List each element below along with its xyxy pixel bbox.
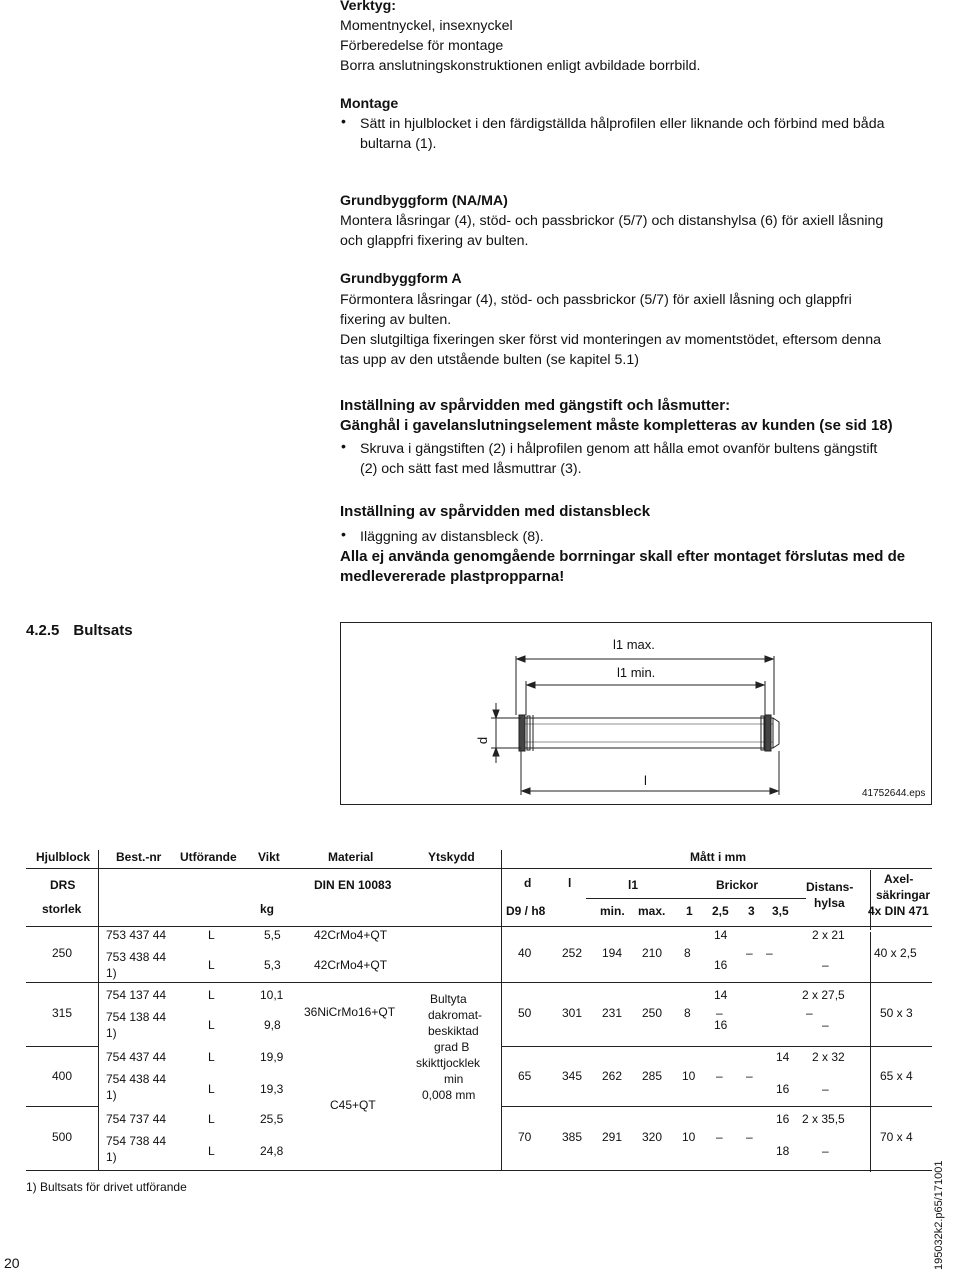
table-row: L (208, 1018, 215, 1032)
group-3-d: 65 (518, 1069, 532, 1083)
bolt-figure (340, 622, 932, 805)
table-row: 19,3 (260, 1082, 284, 1096)
grund-a-title: Grundbyggform A (340, 271, 462, 287)
group-1-d: 40 (518, 946, 532, 960)
ytskydd-6: min (444, 1072, 464, 1086)
table-row: 2 x 27,5 (802, 988, 845, 1002)
table-row: 754 137 44 (106, 988, 167, 1002)
group-4-min: 291 (602, 1130, 623, 1144)
table-row: L (208, 1082, 215, 1096)
group-2-max: 250 (642, 1006, 663, 1020)
spar1-subtitle: Gänghål i gavelanslutningselement måste kompletteras av kunden (se sid 18) (340, 417, 893, 434)
group-4-b25: – (716, 1130, 723, 1144)
table-rule (98, 850, 99, 1170)
hdr-dist-2: hylsa (814, 896, 845, 910)
bolt-table (26, 840, 932, 1175)
table-row: 16 (714, 1018, 728, 1032)
group-1-b3: – (746, 946, 753, 960)
size-500: 500 (52, 1130, 73, 1144)
spar1-bullet-cont: (2) och sätt fast med låsmuttrar (3). (360, 461, 582, 477)
table-row: 1) (106, 966, 117, 980)
table-row: – (822, 1018, 829, 1032)
group-2-d: 50 (518, 1006, 532, 1020)
group-3-min: 262 (602, 1069, 623, 1083)
table-row: 5,5 (264, 928, 281, 942)
table-row: L (208, 958, 215, 972)
table-row: 5,3 (264, 958, 281, 972)
table-row: 754 438 44 (106, 1072, 167, 1086)
table-rule (26, 926, 932, 927)
spar2-bullet: Iläggning av distansbleck (8). (360, 529, 544, 545)
group-3-b1: 10 (682, 1069, 696, 1083)
warning-l2: medlevererade plastpropparna! (340, 568, 565, 585)
ytskydd-4: grad B (434, 1040, 470, 1054)
hdr-b25: 2,5 (712, 904, 729, 918)
page-number: 20 (4, 1255, 20, 1271)
hdr-brickor: Brickor (716, 878, 759, 892)
l-label: l (644, 773, 647, 788)
group-4-d: 70 (518, 1130, 532, 1144)
table-row: 9,8 (264, 1018, 281, 1032)
table-row: 754 738 44 (106, 1134, 167, 1148)
table-row: 1) (106, 1150, 117, 1164)
tools-line-1: Momentnyckel, insexnyckel (340, 18, 513, 34)
d-label: d (475, 736, 491, 745)
table-row: L (208, 1112, 215, 1126)
table-rule (26, 1170, 932, 1171)
hdr-l1: l1 (628, 878, 639, 892)
table-rule (501, 1106, 932, 1107)
size-315: 315 (52, 1006, 73, 1020)
table-row: 14 (776, 1050, 790, 1064)
table-row: 14 (714, 928, 728, 942)
hdr-matt: Mått i mm (690, 850, 747, 864)
table-row: 1) (106, 1088, 117, 1102)
group-1-ax: 40 x 2,5 (874, 946, 917, 960)
ytskydd-7: 0,008 mm (422, 1088, 476, 1102)
table-row: 24,8 (260, 1144, 284, 1158)
table-rule (501, 850, 502, 1170)
table-row: 16 (714, 958, 728, 972)
tools-title: Verktyg: (340, 0, 396, 14)
spar1-bullet: Skruva i gängstiften (2) i hålprofilen genom att hålla emot ovanför bultens gängstift (360, 441, 878, 457)
group-2-b25: – (716, 1006, 723, 1020)
group-3-ax: 65 x 4 (880, 1069, 913, 1083)
grund-a-l4: tas upp av den utstående bulten (se kapitel 5.1) (340, 352, 639, 368)
table-row: 2 x 21 (812, 928, 845, 942)
group-2-l: 301 (562, 1006, 583, 1020)
hdr-d: d (524, 876, 532, 890)
group-3-b25: – (716, 1069, 723, 1083)
hdr-d9: D9 / h8 (506, 904, 546, 918)
ytskydd-3: beskiktad (428, 1024, 479, 1038)
hdr-ax-2: säkringar (876, 888, 931, 902)
table-row: 16 (776, 1082, 790, 1096)
bullet-icon: • (341, 114, 346, 130)
table-row: 19,9 (260, 1050, 284, 1064)
warning-l1: Alla ej använda genomgående borrningar skall efter montaget förslutas med de (340, 548, 906, 565)
table-row: 42CrMo4+QT (314, 958, 388, 972)
table-row: – (822, 1082, 829, 1096)
table-rule (26, 868, 932, 869)
grund-a-l3: Den slutgiltiga fixeringen sker först vid monteringen av momentstödet, eftersom denna (340, 332, 881, 348)
ytskydd-5: skikttjocklek (416, 1056, 481, 1070)
group-2-b3: – (806, 1006, 813, 1020)
group-1-max: 210 (642, 946, 663, 960)
grund-nama-title: Grundbyggform (NA/MA) (340, 193, 508, 209)
size-250: 250 (52, 946, 73, 960)
group-4-b1: 10 (682, 1130, 696, 1144)
hdr-ax-3: 4x DIN 471 (868, 904, 929, 918)
group-4-b3: – (746, 1130, 753, 1144)
group-2-b1: 8 (684, 1006, 691, 1020)
figure-file: 41752644.eps (862, 788, 926, 799)
table-rule (501, 1046, 932, 1047)
bullet-icon: • (341, 527, 346, 543)
group-1-l: 252 (562, 946, 583, 960)
l1-min-label: l1 min. (617, 665, 656, 680)
table-row: 753 438 44 (106, 950, 167, 964)
table-row: 18 (776, 1144, 790, 1158)
grund-a-l1: Förmontera låsringar (4), stöd- och passbrickor (5/7) för axiell låsning och glappfri (340, 292, 852, 308)
section-heading: 4.2.5 Bultsats (26, 622, 133, 639)
footnote: 1) Bultsats för drivet utförande (26, 1180, 187, 1194)
hdr-ax-1: Axel- (884, 872, 914, 886)
hdr-hjulblock: Hjulblock (36, 850, 91, 864)
hdr-storlek: storlek (42, 902, 82, 916)
hdr-kg: kg (260, 902, 275, 916)
hdr-vikt: Vikt (258, 850, 280, 864)
table-row: L (208, 1144, 215, 1158)
table-row: 753 437 44 (106, 928, 167, 942)
hdr-l: l (568, 876, 572, 890)
table-row: – (822, 1144, 829, 1158)
table-row: L (208, 988, 215, 1002)
bullet-icon: • (341, 439, 346, 455)
hdr-utforande: Utförande (180, 850, 237, 864)
table-rule (870, 870, 871, 930)
spar2-title: Inställning av spårvidden med distansbleck (340, 503, 651, 520)
table-row: 1) (106, 1026, 117, 1040)
table-row: 754 437 44 (106, 1050, 167, 1064)
document-code: 195032k2.p65/171001 (933, 1160, 945, 1270)
group-3-max: 285 (642, 1069, 663, 1083)
hdr-material: Material (328, 850, 374, 864)
group-3-l: 345 (562, 1069, 583, 1083)
table-row: 25,5 (260, 1112, 284, 1126)
hdr-b3: 3 (748, 904, 755, 918)
table-rule (586, 898, 806, 899)
table-row: 42CrMo4+QT (314, 928, 388, 942)
grund-nama-l1: Montera låsringar (4), stöd- och passbrickor (5/7) och distanshylsa (6) för axiell låsning (340, 213, 884, 229)
table-rule (26, 1046, 99, 1047)
hdr-b1: 1 (686, 904, 693, 918)
hdr-dist-1: Distans- (806, 880, 854, 894)
table-row: 16 (776, 1112, 790, 1126)
group-1-min: 194 (602, 946, 623, 960)
hdr-ytskydd: Ytskydd (428, 850, 475, 864)
table-row: 10,1 (260, 988, 284, 1002)
table-row: L (208, 928, 215, 942)
hdr-b35: 3,5 (772, 904, 789, 918)
table-row: 14 (714, 988, 728, 1002)
table-row: L (208, 1050, 215, 1064)
table-rule (26, 1106, 99, 1107)
group-2-min: 231 (602, 1006, 623, 1020)
group-4-l: 385 (562, 1130, 583, 1144)
table-row: – (822, 958, 829, 972)
ytskydd-1: Bultyta (430, 992, 467, 1006)
table-row: 754 737 44 (106, 1112, 167, 1126)
hdr-drs: DRS (50, 878, 76, 892)
group-1-b25: – (766, 946, 773, 960)
hdr-din: DIN EN 10083 (314, 878, 392, 892)
tools-line-2: Förberedelse för montage (340, 38, 504, 54)
montage-bullet: Sätt in hjulblocket i den färdigställda hålprofilen eller liknande och förbind med båda (360, 116, 885, 132)
size-400: 400 (52, 1069, 73, 1083)
tools-line-3: Borra anslutningskonstruktionen enligt avbildade borrbild. (340, 58, 701, 74)
montage-bullet-cont: bultarna (1). (360, 136, 437, 152)
table-row: 754 138 44 (106, 1010, 167, 1024)
hdr-max: max. (638, 904, 666, 918)
hdr-min: min. (600, 904, 625, 918)
table-rule (26, 982, 932, 983)
table-row: 2 x 32 (812, 1050, 845, 1064)
montage-title: Montage (340, 96, 399, 112)
spar1-title: Inställning av spårvidden med gängstift och låsmutter: (340, 397, 731, 414)
grund-a-l2: fixering av bulten. (340, 312, 452, 328)
material-3: C45+QT (330, 1098, 376, 1112)
table-rule (870, 932, 871, 1172)
group-4-ax: 70 x 4 (880, 1130, 913, 1144)
table-row: 2 x 35,5 (802, 1112, 845, 1126)
ytskydd-2: dakromat- (428, 1008, 483, 1022)
group-2-ax: 50 x 3 (880, 1006, 913, 1020)
material-2: 36NiCrMo16+QT (304, 1005, 396, 1019)
group-4-max: 320 (642, 1130, 663, 1144)
group-1-b1: 8 (684, 946, 691, 960)
grund-nama-l2: och glappfri fixering av bulten. (340, 233, 529, 249)
l1-max-label: l1 max. (613, 637, 655, 652)
group-3-b3: – (746, 1069, 753, 1083)
hdr-best: Best.-nr (116, 850, 162, 864)
